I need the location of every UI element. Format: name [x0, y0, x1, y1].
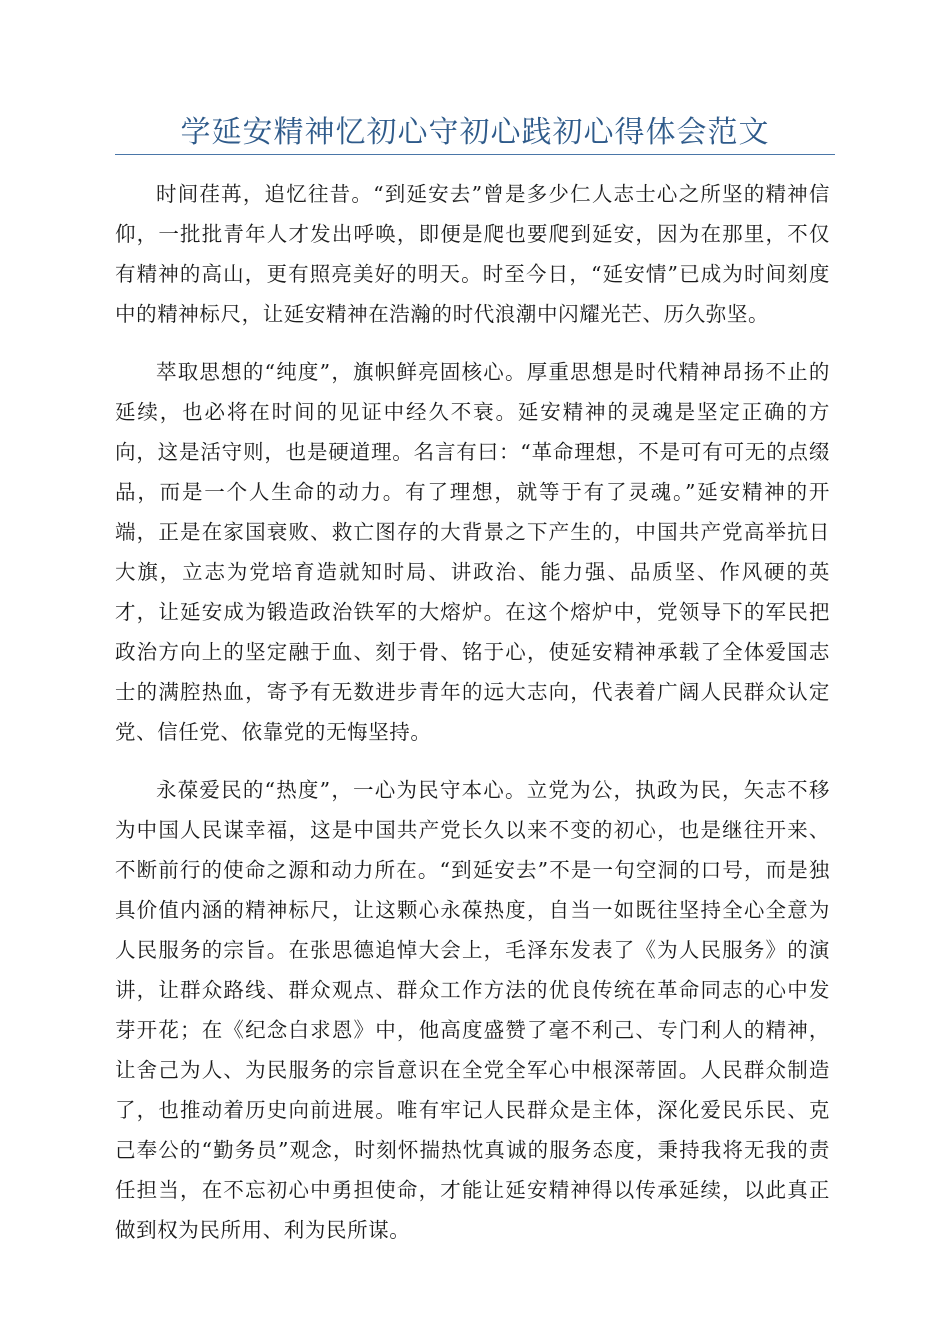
document-body: [115, 174, 830, 1268]
title-underline: [115, 154, 835, 155]
paragraph-2: 萃取思想的“纯度”，旗帜鲜亮固核心。厚重思想是时代精神昂扬不止的延续，也必将在时间的见证中经久不衰。延安精神的灵魂是坚定正确的方向，这是活守则，也是硬道理。名言有曰：“革命理想，不是可有可无的点缀品，而是一个人生命的动力。有了理想，就等于有了灵魂。”延安精神的开端，正是在家国衰败、救亡图存的大背景之下产生的，中国共产党高举抗日大旗，立志为党培育造就知时局、讲政治、能力强、品质坚、作风硬的英才，让延安成为锻造政治铁军的大熔炉。在这个熔炉中，党领导下的军民把政治方向上的坚定融于血、刻于骨、铭于心，使延安精神承载了全体爱国志士的满腔热血，寄予有无数进步青年的远大志向，代表着广阔人民群众认定党、信任党、依靠党的无悔坚持。: [115, 360, 830, 744]
paragraph-3: 永葆爱民的“热度”，一心为民守本心。立党为公，执政为民，矢志不移为中国人民谋幸福，这是中国共产党长久以来不变的初心，也是继往开来、不断前行的使命之源和动力所在。“到延安去”不是一句空洞的口号，而是独具价值内涵的精神标尺，让这颗心永葆热度，自当一如既往坚持全心全意为人民服务的宗旨。在张思德追悼大会上，毛泽东发表了《为人民服务》的演讲，让群众路线、群众观点、群众工作方法的优良传统在革命同志的心中发芽开花；在《纪念白求恩》中，他高度盛赞了毫不利己、专门利人的精神，让舍己为人、为民服务的宗旨意识在全党全军心中根深蒂固。人民群众制造了，也推动着历史向前进展。唯有牢记人民群众是主体，深化爱民乐民、克己奉公的“勤务员”观念，时刻怀揣热忱真诚的服务态度，秉持我将无我的责任担当，在不忘初心中勇担使命，才能让延安精神得以传承延续，以此真正做到权为民所用、利为民所谋。: [115, 778, 830, 1242]
paragraph-1: 时间荏苒，追忆往昔。“到延安去”曾是多少仁人志士心之所坚的精神信仰，一批批青年人才发出呼唤，即便是爬也要爬到延安，因为在那里，不仅有精神的高山，更有照亮美好的明天。时至今日，“延安情”已成为时间刻度中的精神标尺，让延安精神在浩瀚的时代浪潮中闪耀光芒、历久弥坚。: [115, 182, 830, 326]
document-title: 学延安精神忆初心守初心践初心得体会范文: [180, 115, 770, 150]
